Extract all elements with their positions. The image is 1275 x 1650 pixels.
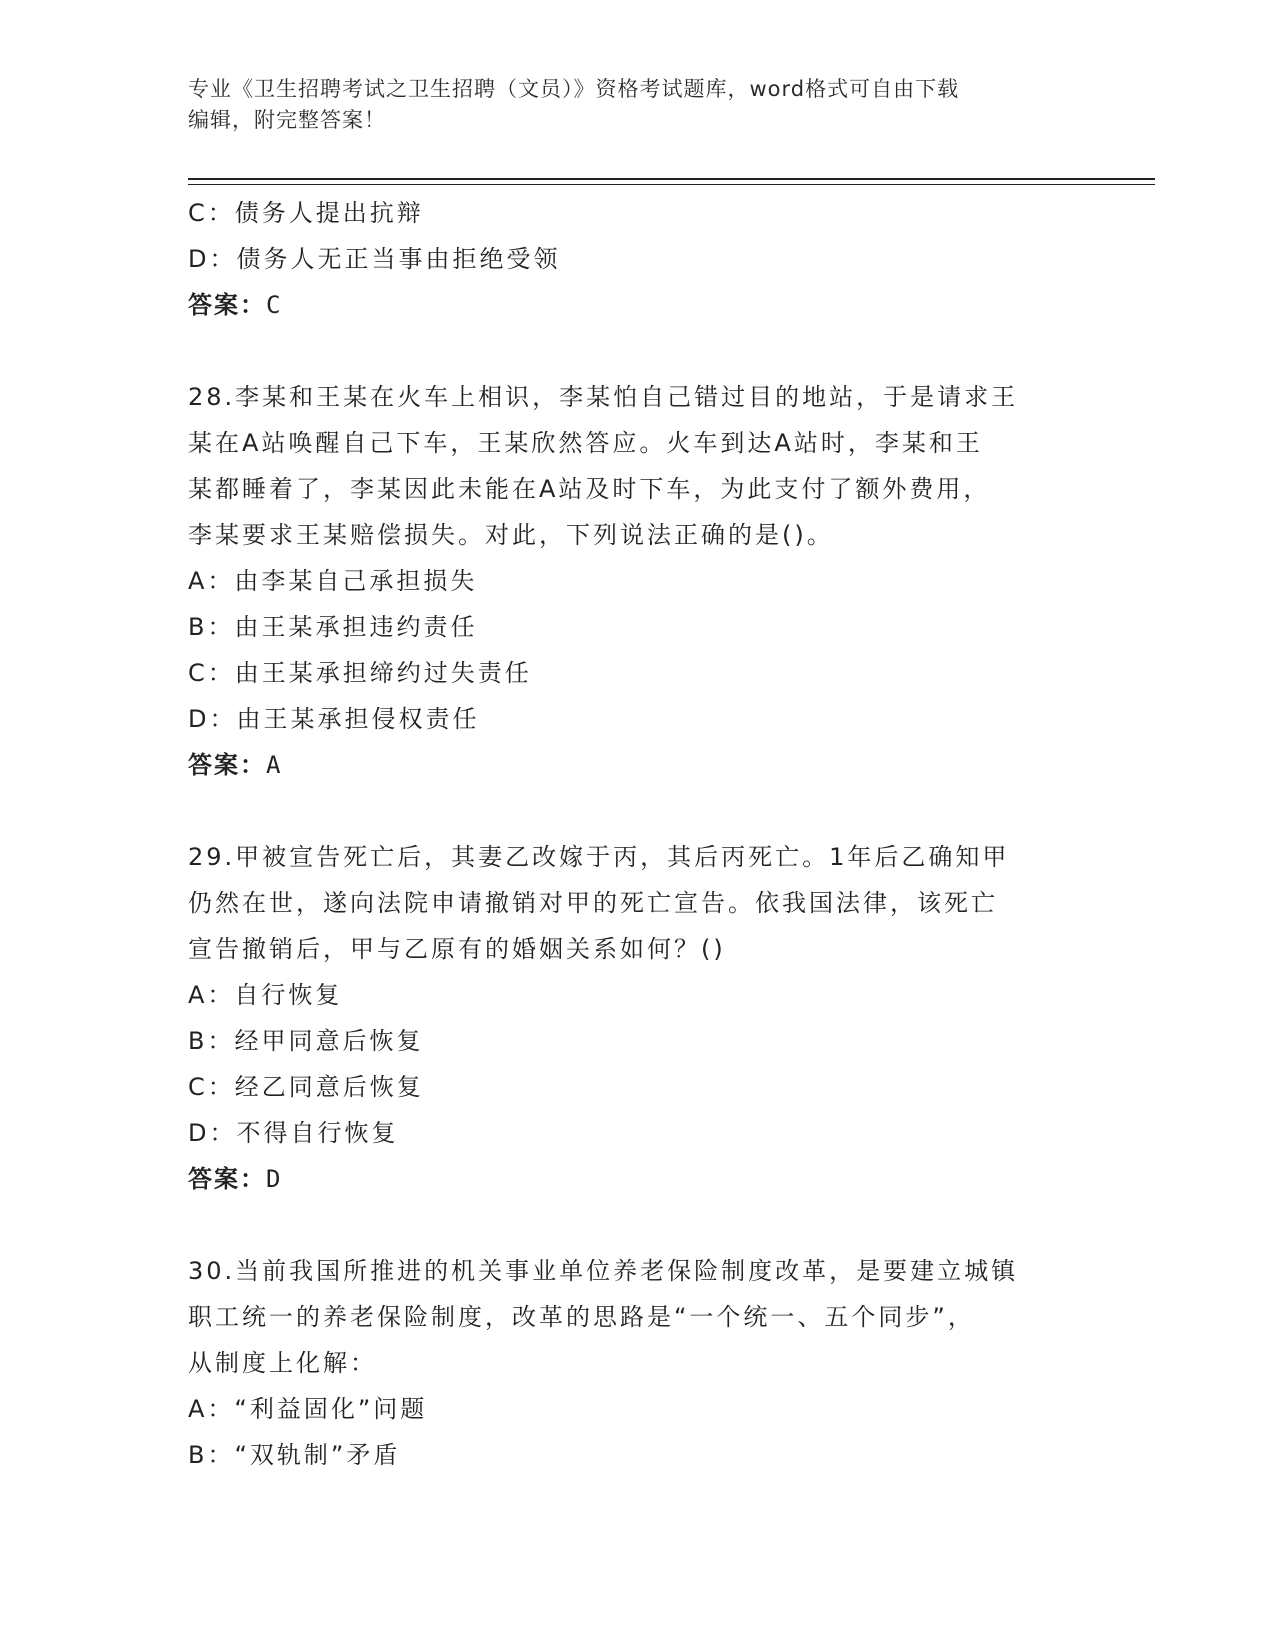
option-b: B：经甲同意后恢复 [188,1027,424,1055]
answer [188,1156,1088,1202]
option-c: C：债务人提出抗辩 [188,199,424,227]
option-b: B：“双轨制”矛盾 [188,1441,401,1469]
question-29 [188,834,1088,1202]
spacer [188,1202,1088,1248]
option-b: B：由王某承担违约责任 [188,613,478,641]
question-content [188,190,1088,1478]
question-stem-line: 30.当前我国所推进的机关事业单位养老保险制度改革，是要建立城镇 [188,1257,1019,1285]
answer-value: D [266,1165,283,1193]
question-stem-line: 宣告撤销后，甲与乙原有的婚姻关系如何？() [188,935,726,963]
header-divider-thick [188,178,1155,180]
question-stem-line: 仍然在世，遂向法院申请撤销对甲的死亡宣告。依我国法律，该死亡 [188,889,998,917]
header-line-1: 专业《卫生招聘考试之卫生招聘（文员）》资格考试题库，word格式可自由下载 [188,77,960,101]
answer-label: 答案： [188,1165,266,1193]
question-stem-line: 28.李某和王某在火车上相识，李某怕自己错过目的地站，于是请求王 [188,383,1019,411]
answer [188,742,1088,788]
spacer [188,788,1088,834]
question-stem-line: 某在A站唤醒自己下车，王某欣然答应。火车到达A站时，李某和王 [188,429,983,457]
answer [188,282,1088,328]
question-27-tail [188,190,1088,328]
answer-label: 答案： [188,751,266,779]
option-c: C：由王某承担缔约过失责任 [188,659,532,687]
header-divider-thin [188,184,1155,185]
option-d: D：由王某承担侵权责任 [188,705,480,733]
question-stem-line: 李某要求王某赔偿损失。对此，下列说法正确的是()。 [188,521,834,549]
answer-value: C [266,291,283,319]
option-c: C：经乙同意后恢复 [188,1073,424,1101]
spacer [188,328,1088,374]
answer-label: 答案： [188,291,266,319]
answer-value: A [266,751,283,779]
option-a: A：自行恢复 [188,981,343,1009]
option-d: D：债务人无正当事由拒绝受领 [188,245,561,273]
question-stem-line: 某都睡着了，李某因此未能在A站及时下车，为此支付了额外费用， [188,475,991,503]
option-d: D：不得自行恢复 [188,1119,399,1147]
option-a: A：由李某自己承担损失 [188,567,478,595]
question-30 [188,1248,1088,1478]
header-line-2: 编辑，附完整答案！ [188,108,386,132]
question-28 [188,374,1088,788]
question-stem-line: 29.甲被宣告死亡后，其妻乙改嫁于丙，其后丙死亡。1年后乙确知甲 [188,843,1010,871]
page-header [188,74,1068,136]
question-stem-line: 从制度上化解： [188,1349,377,1377]
option-a: A：“利益固化”问题 [188,1395,428,1423]
question-stem-line: 职工统一的养老保险制度，改革的思路是“一个统一、五个同步”， [188,1303,975,1331]
